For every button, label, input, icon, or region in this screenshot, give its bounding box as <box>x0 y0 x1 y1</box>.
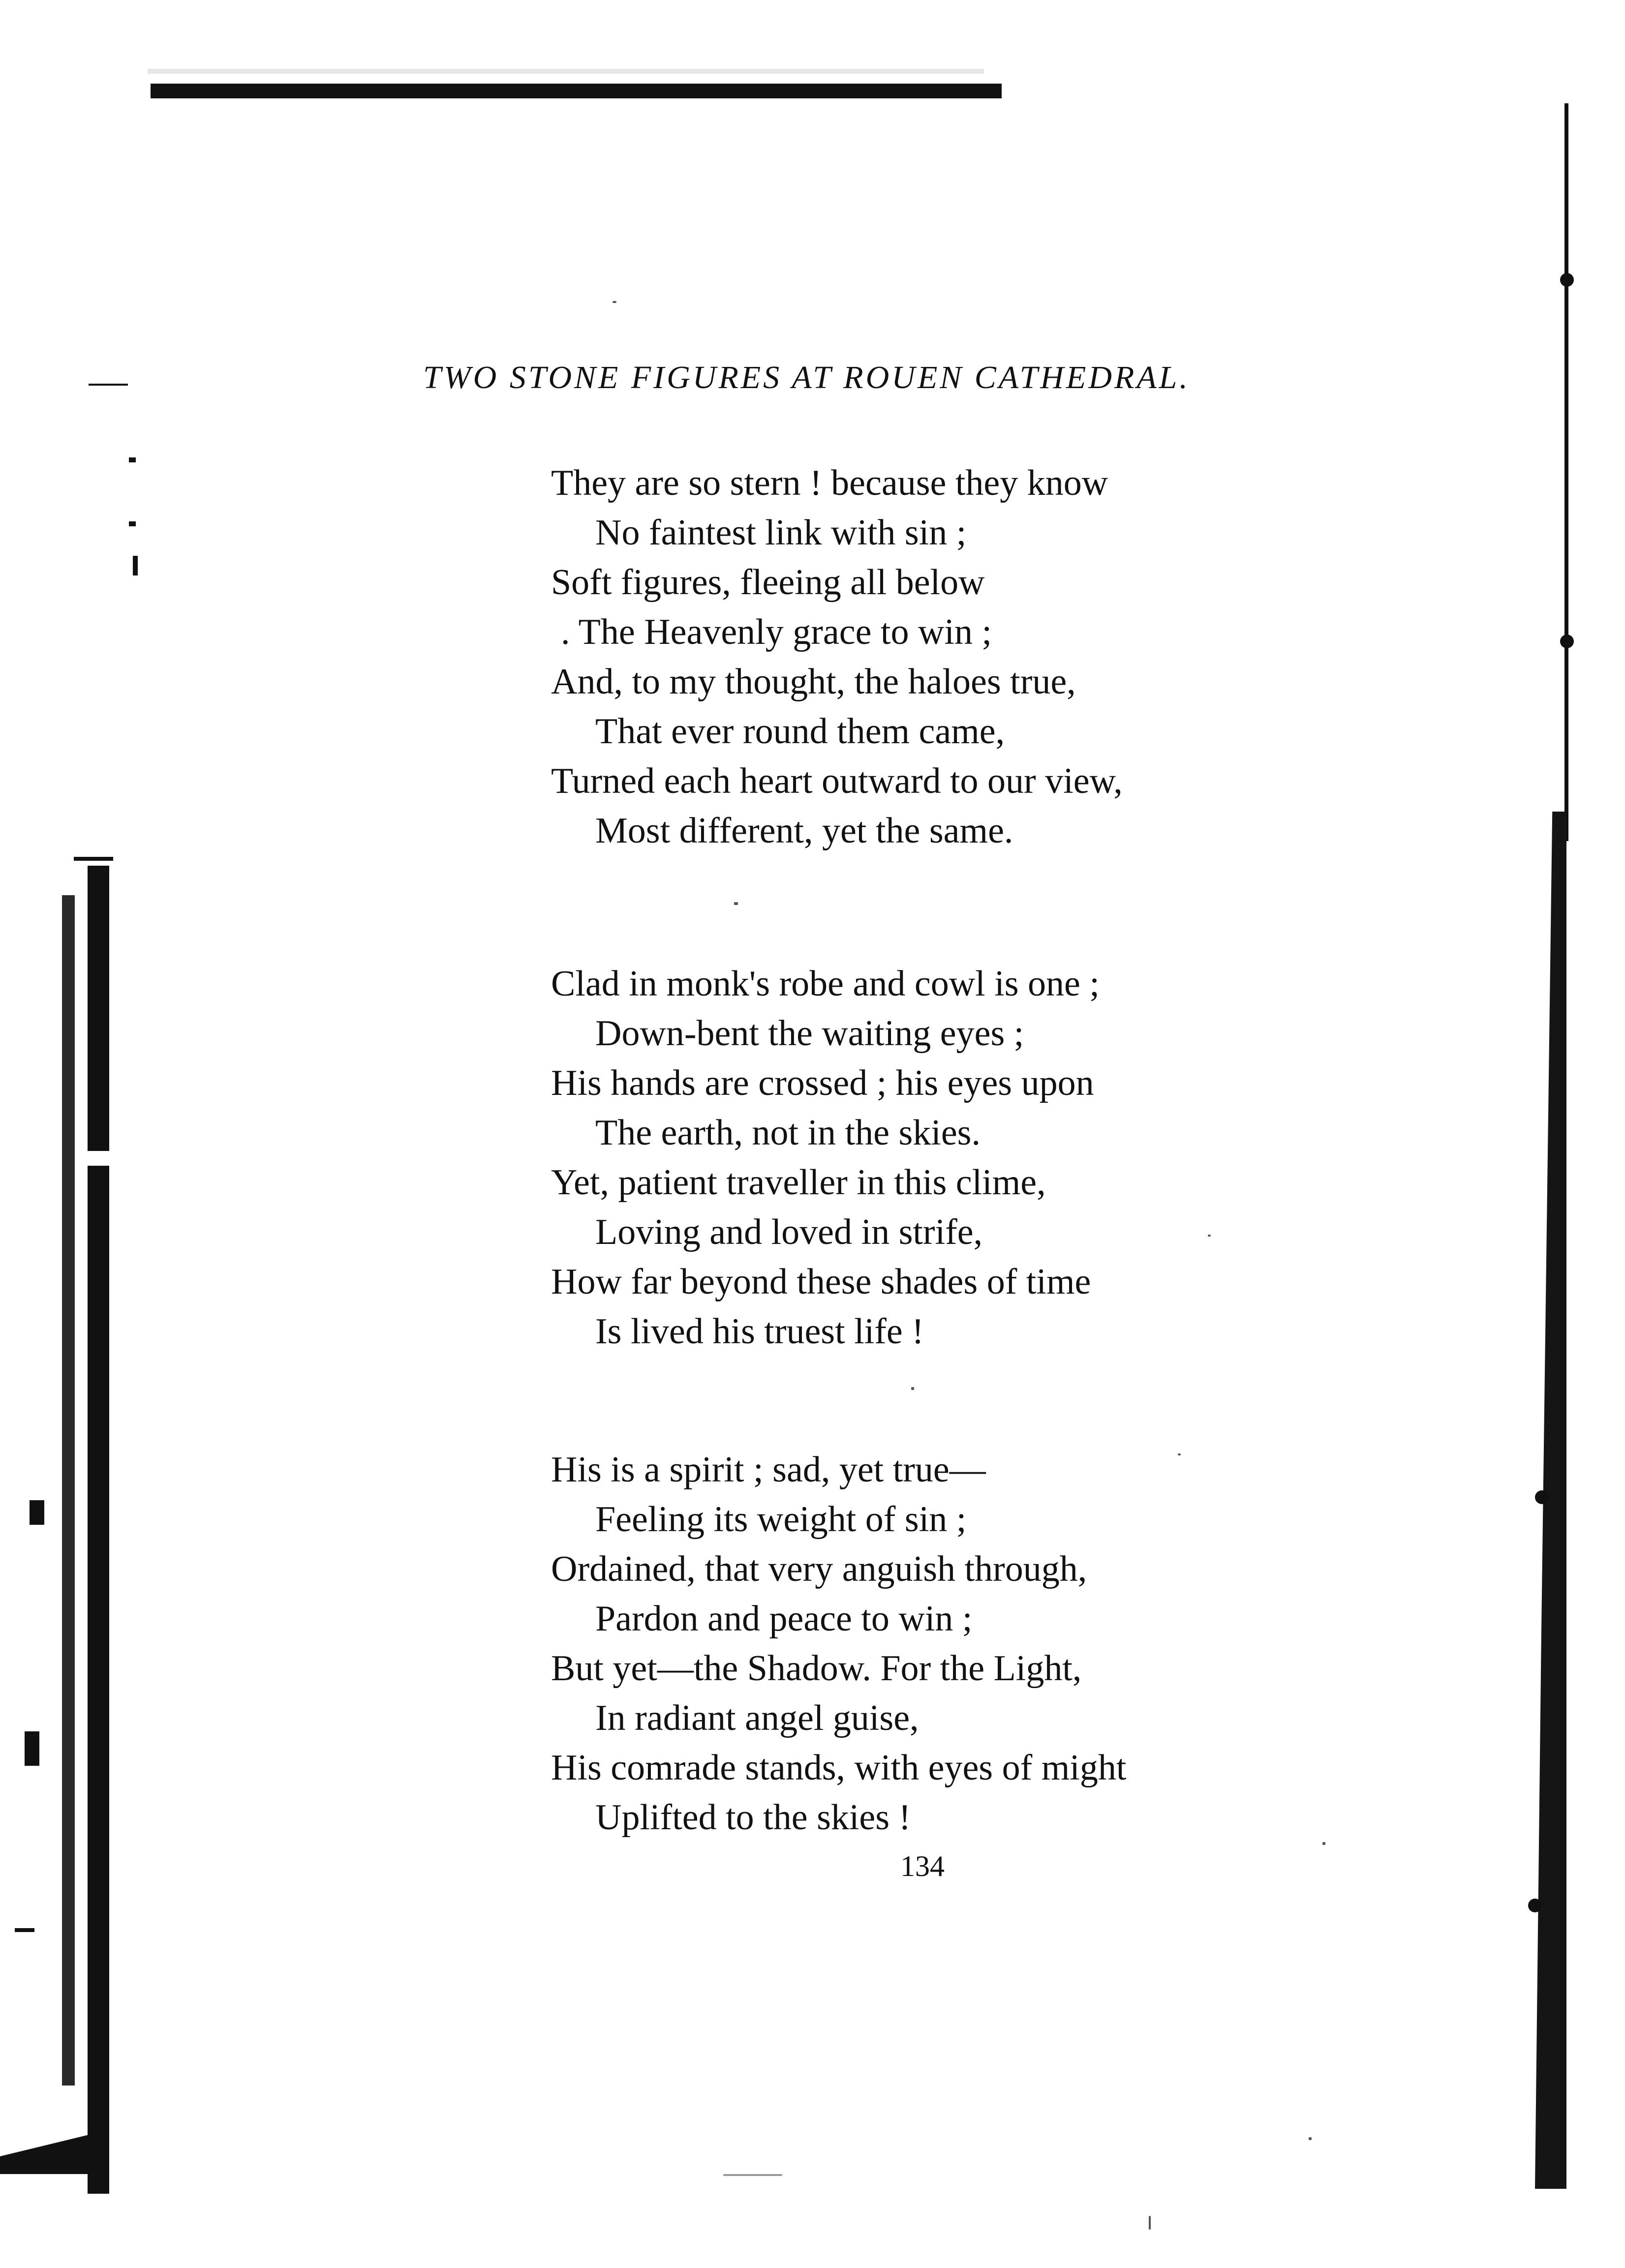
stanza-2 <box>551 959 1338 1357</box>
scan-left-binding-inner <box>62 895 75 2086</box>
poem-line: Clad in monk's robe and cowl is one ; <box>551 964 1100 1004</box>
poem-line: And, to my thought, the haloes true, <box>551 662 1076 702</box>
poem-line: Ordained, that very anguish through, <box>551 1549 1087 1589</box>
poem-title: TWO STONE FIGURES AT ROUEN CATHEDRAL. <box>423 360 1190 395</box>
scan-top-shadow <box>148 69 984 74</box>
poem-line: His comrade stands, with eyes of might <box>551 1748 1127 1788</box>
scan-left-mark <box>25 1731 39 1766</box>
scan-right-edge <box>1564 103 1568 841</box>
poem-line: Down-bent the waiting eyes ; <box>595 1013 1024 1054</box>
scan-speck <box>911 1387 914 1390</box>
stanza-3 <box>551 1445 1338 1843</box>
poem-line: Turned each heart outward to our view, <box>551 761 1123 801</box>
scan-left-mark <box>129 457 136 462</box>
scan-speck <box>1149 2216 1151 2230</box>
page-number: 134 <box>900 1850 945 1882</box>
scan-left-mark <box>89 384 128 386</box>
poem-line: Feeling its weight of sin ; <box>595 1499 967 1540</box>
stanza-1 <box>551 458 1338 856</box>
scan-left-mark <box>133 556 138 575</box>
scan-left-binding-gap <box>88 1151 109 1166</box>
poem-line: His hands are crossed ; his eyes upon <box>551 1063 1094 1103</box>
scan-left-mark <box>129 521 136 526</box>
scan-speck <box>734 902 738 905</box>
scan-top-rule <box>151 84 1002 98</box>
scan-speck <box>723 2174 782 2176</box>
poem-line: Uplifted to the skies ! <box>595 1797 911 1838</box>
scan-left-binding <box>88 866 109 2194</box>
poem-line: In radiant angel guise, <box>595 1698 919 1738</box>
poem-line: No faintest link with sin ; <box>595 513 967 553</box>
poem-line: . The Heavenly grace to win ; <box>561 612 992 652</box>
poem-line: How far beyond these shades of time <box>551 1262 1091 1302</box>
scan-right-knob <box>1560 635 1574 648</box>
scan-left-mark <box>15 1928 34 1932</box>
poem-line: Yet, patient traveller in this clime, <box>551 1162 1046 1203</box>
scan-left-corner <box>0 2130 109 2174</box>
poem-line: Loving and loved in strife, <box>595 1212 983 1252</box>
scan-right-knob <box>1560 273 1574 287</box>
scan-right-knob <box>1535 1490 1549 1504</box>
poem-line: His is a spirit ; sad, yet true— <box>551 1450 986 1490</box>
poem-line: Is lived his truest life ! <box>595 1311 924 1352</box>
scan-right-knob <box>1528 1899 1542 1912</box>
poem-line: Most different, yet the same. <box>595 811 1013 851</box>
scan-speck <box>1309 2137 1312 2140</box>
poem-line: But yet—the Shadow. For the Light, <box>551 1648 1082 1689</box>
poem-line: That ever round them came, <box>595 711 1005 752</box>
poem-line: Pardon and peace to win ; <box>595 1599 973 1639</box>
poem-line: Soft figures, fleeing all below <box>551 562 985 603</box>
scan-left-mark <box>30 1500 44 1525</box>
scan-speck <box>613 301 616 303</box>
poem-line: The earth, not in the skies. <box>595 1113 981 1153</box>
poem-line: They are so stern ! because they know <box>551 463 1108 503</box>
scan-left-mark-top <box>74 857 113 861</box>
